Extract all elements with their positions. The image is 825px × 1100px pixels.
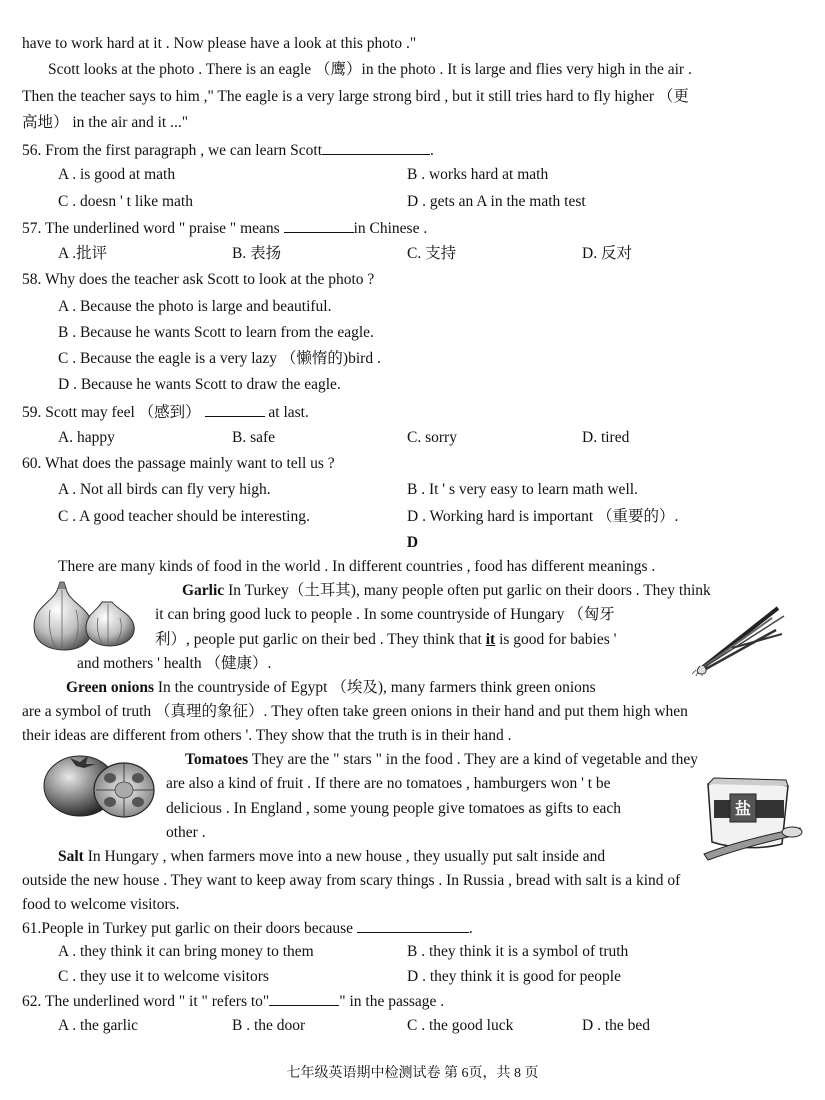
tomatoes-text: They are the " stars " in the food . They are a kind of vegetable and they — [248, 751, 698, 768]
onions-line: are a symbol of truth （真理的象征）. They often take green onions in their hand and put them high when — [22, 703, 688, 720]
option-c[interactable]: C . the good luck — [407, 1017, 514, 1034]
option-d[interactable]: D . they think it is good for people — [407, 968, 621, 985]
salt-bag-label: 盐 — [734, 799, 752, 818]
option-b[interactable]: B. safe — [232, 429, 276, 446]
salt-text: In Hungary , when farmers move into a new house , they usually put salt inside and — [83, 848, 606, 865]
option-c[interactable]: C. sorry — [407, 429, 457, 446]
underlined-it: it — [485, 631, 496, 648]
question-62 — [22, 991, 444, 1012]
question-57 — [22, 218, 427, 239]
option-b[interactable]: B . the door — [232, 1017, 306, 1034]
tomatoes-line: are also a kind of fruit . If there are no tomatoes , hamburgers won ' t be — [166, 775, 611, 792]
salt-line: outside the new house . They want to keep away from scary things . In Russia , bread with salt is a kind of — [22, 872, 681, 889]
question-59 — [22, 402, 309, 423]
option-b[interactable]: B . It ' s very easy to learn math well. — [407, 481, 638, 498]
page-footer: 七年级英语期中检测试卷 第 6页，共 8 页 — [286, 1066, 539, 1081]
option-d[interactable]: D . Because he wants Scott to draw the eagle. — [58, 376, 341, 393]
option-a[interactable]: A . they think it can bring money to them — [58, 943, 314, 960]
option-c[interactable]: C . doesn ' t like math — [58, 193, 193, 210]
option-c[interactable]: C . Because the eagle is a very lazy （懒惰的)bird . — [58, 350, 381, 367]
passage-line: 高地） in the air and it ..." — [22, 114, 189, 131]
option-a[interactable]: A . the garlic — [58, 1017, 139, 1034]
answer-blank[interactable] — [269, 991, 339, 1006]
section-letter: D — [406, 534, 419, 551]
onions-text: In the countryside of Egypt （埃及), many farmers think green onions — [154, 679, 596, 696]
option-c[interactable]: C . A good teacher should be interesting. — [58, 508, 310, 525]
question-58: 58. Why does the teacher ask Scott to look at the photo ? — [22, 271, 375, 288]
answer-blank[interactable] — [357, 918, 469, 933]
option-d[interactable]: D . Working hard is important （重要的）. — [407, 508, 679, 525]
tomatoes-line: other . — [166, 824, 206, 841]
option-c[interactable]: C. 支持 — [407, 245, 457, 262]
salt-line: food to welcome visitors. — [22, 896, 180, 913]
garlic-text: 利）, people put garlic on their bed . They think that — [155, 631, 486, 648]
garlic-title: Garlic — [182, 582, 225, 599]
garlic-paragraph — [182, 581, 711, 601]
onions-title: Green onions — [66, 679, 154, 696]
option-b[interactable]: B . they think it is a symbol of truth — [407, 943, 629, 960]
option-a[interactable]: A . is good at math — [58, 166, 176, 183]
passage-line: have to work hard at it . Now please have a look at this photo ." — [22, 35, 417, 52]
question-61 — [22, 918, 473, 939]
question-tail: . — [468, 920, 473, 937]
salt-title: Salt — [58, 848, 84, 865]
question-stem: 61.People in Turkey put garlic on their doors because — [22, 920, 354, 937]
salt-paragraph — [58, 847, 605, 867]
option-d[interactable]: D . gets an A in the math test — [407, 193, 586, 210]
option-b[interactable]: B . Because he wants Scott to learn from the eagle. — [58, 324, 374, 341]
onions-paragraph — [66, 678, 596, 698]
question-stem: 59. Scott may feel （感到） — [22, 404, 201, 421]
question-60: 60. What does the passage mainly want to tell us ? — [22, 455, 335, 472]
answer-blank[interactable] — [284, 218, 354, 233]
question-stem: 62. The underlined word " it " refers to" — [22, 993, 270, 1010]
garlic-text: In Turkey（土耳其), many people often put garlic on their doors . They think — [224, 582, 711, 599]
question-stem: 57. The underlined word " praise " means — [22, 220, 280, 237]
option-a[interactable]: A .批评 — [58, 245, 108, 262]
option-a[interactable]: A. happy — [58, 429, 115, 446]
garlic-image — [28, 580, 140, 652]
question-tail: . — [430, 142, 434, 159]
option-b[interactable]: B . works hard at math — [407, 166, 549, 183]
option-b[interactable]: B. 表扬 — [232, 245, 282, 262]
option-a[interactable]: A . Not all birds can fly very high. — [58, 481, 271, 498]
salt-bag-image — [700, 774, 804, 862]
green-onion-image — [692, 600, 792, 676]
tomatoes-title: Tomatoes — [185, 751, 249, 768]
option-c[interactable]: C . they use it to welcome visitors — [58, 968, 269, 985]
tomato-image — [40, 748, 158, 820]
option-d[interactable]: D. 反对 — [582, 245, 632, 262]
garlic-line: and mothers ' health （健康）. — [77, 655, 272, 672]
question-tail: at last. — [268, 404, 309, 421]
question-stem: 56. From the first paragraph , we can learn Scott — [22, 142, 323, 159]
question-tail: in Chinese . — [353, 220, 428, 237]
section-intro: There are many kinds of food in the world . In different countries , food has different meanings . — [58, 558, 656, 575]
question-tail: " in the passage . — [339, 993, 445, 1010]
tomatoes-paragraph — [185, 750, 698, 770]
option-a[interactable]: A . Because the photo is large and beautiful. — [58, 298, 332, 315]
onions-line: their ideas are different from others '. They show that the truth is in their hand . — [22, 727, 512, 744]
question-56 — [22, 140, 434, 161]
garlic-text: is good for babies ' — [495, 631, 617, 648]
answer-blank[interactable] — [205, 402, 265, 417]
tomatoes-line: delicious . In England , some young people give tomatoes as gifts to each — [166, 800, 621, 817]
garlic-line — [155, 630, 616, 650]
passage-line: Scott looks at the photo . There is an eagle （鹰）in the photo . It is large and flies very high in the air . — [48, 61, 692, 78]
answer-blank[interactable] — [322, 140, 430, 155]
passage-line: Then the teacher says to him ," The eagle is a very large strong bird , but it still tries hard to fly higher （更 — [22, 88, 689, 105]
option-d[interactable]: D. tired — [582, 429, 630, 446]
option-d[interactable]: D . the bed — [582, 1017, 651, 1034]
garlic-line: it can bring good luck to people . In some countryside of Hungary （匈牙 — [155, 606, 615, 623]
